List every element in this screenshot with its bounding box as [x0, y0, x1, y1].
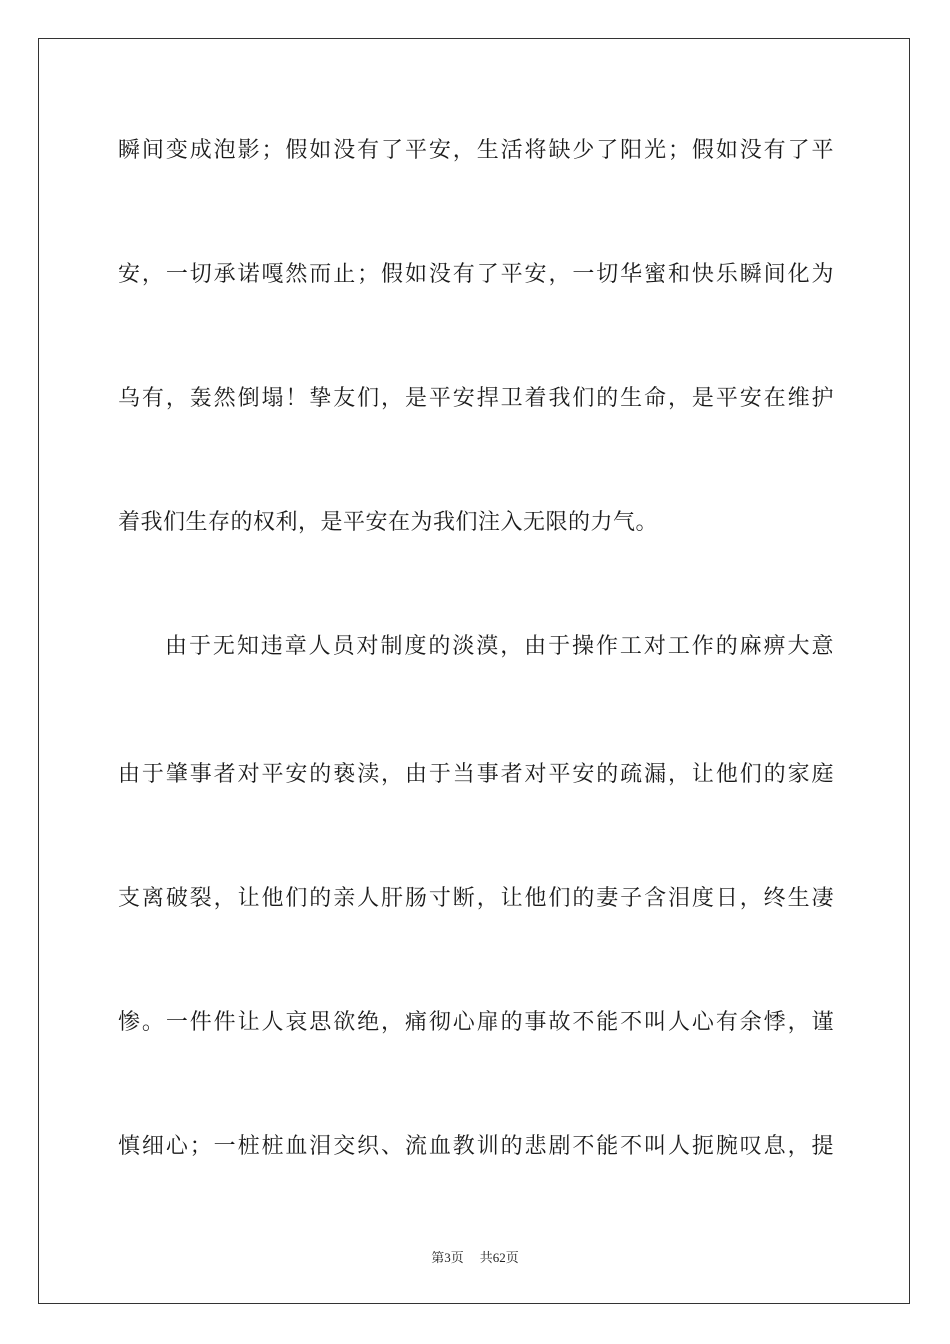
page-total: 共62页: [479, 1250, 519, 1265]
text-line-1: 瞬间变成泡影；假如没有了平安，生活将缺少了阳光；假如没有了平: [118, 138, 834, 163]
text-line-5-paragraph-start: 由于无知违章人员对制度的淡漠，由于操作工对工作的麻痹大意: [165, 634, 834, 659]
text-line-8: 惨。一件件让人哀思欲绝，痛彻心扉的事故不能不叫人心有余悸，谨: [118, 1010, 834, 1035]
page-border: [38, 38, 910, 1304]
text-line-2: 安，一切承诺嘎然而止；假如没有了平安，一切华蜜和快乐瞬间化为: [118, 262, 834, 287]
page-footer: [0, 1250, 950, 1266]
text-line-7: 支离破裂，让他们的亲人肝肠寸断，让他们的妻子含泪度日，终生凄: [118, 886, 834, 911]
text-line-3: 乌有，轰然倒塌！挚友们，是平安捍卫着我们的生命，是平安在维护: [118, 386, 834, 411]
page-number: 第3页: [431, 1250, 464, 1265]
text-line-6: 由于肇事者对平安的亵渎，由于当事者对平安的疏漏，让他们的家庭: [118, 762, 834, 787]
text-line-9: 慎细心；一桩桩血泪交织、流血教训的悲剧不能不叫人扼腕叹息，提: [118, 1134, 834, 1159]
text-line-4: 着我们生存的权利，是平安在为我们注入无限的力气。: [118, 510, 659, 535]
